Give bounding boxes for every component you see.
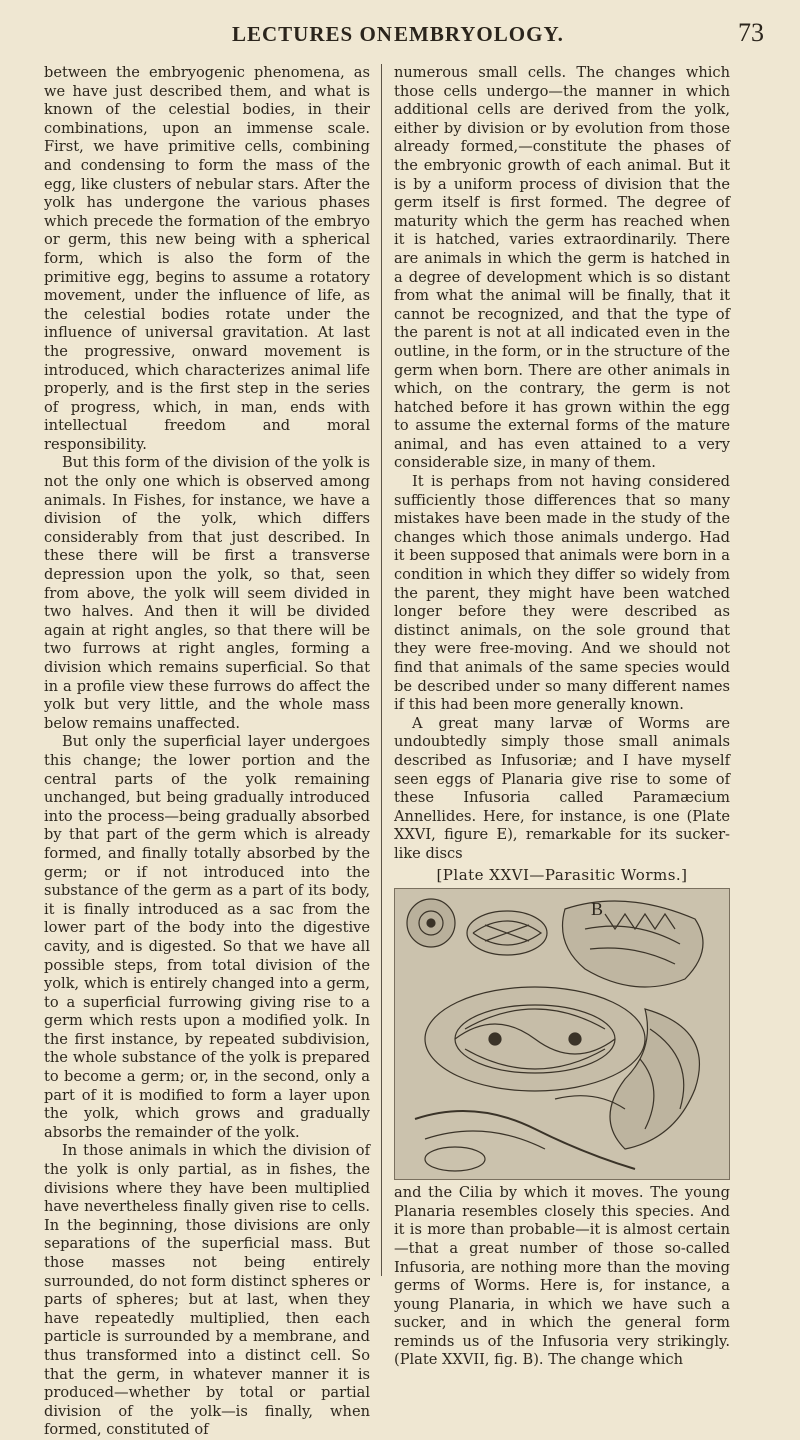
plate-caption: [Plate XXVI—Parasitic Worms.]	[436, 865, 688, 884]
page-number: 73	[738, 18, 764, 47]
paragraph: It is perhaps from not having considered sufficiently those differences that so many mistakes have been made in the study of the changes which those animals undergo. Had it been supposed that animals were born in a condition in which they differ so widely from the parent, they might have been watched longer before they were described as distinct animals, on the sole ground that they were free-moving. And we should not find that animals of the same species would be described under so many different names if this had been more generally known.	[394, 473, 730, 714]
running-title-left: LECTURES ON	[232, 22, 393, 46]
paragraph: But only the superficial layer undergoes this change; the lower portion and the central parts of the yolk remaining unchanged, but being gradually introduced into the process—being gradually absorbed by that part of the germ which is already formed, and finally totally absorbed by the germ; or if not introduced into the substance of the germ as a part of its body, it is finally introduced as a sac from the lower part of the body into the digestive cavity, and is digested. So that we have all possible steps, from total division of the yolk, which is entirely changed into a germ, to a superficial furrowing giving rise to a germ which rests upon a modified yolk. In the first instance, by repeated subdivision, the whole substance of the yolk is prepared to become a germ; or, in the second, only a part of it is modified to form a layer upon the yolk, which grows and gradually absorbs the remainder of the yolk.	[44, 733, 370, 1141]
parasitic-worms-engraving	[395, 889, 730, 1180]
paragraph: In those animals in which the division of the yolk is only partial, as in fishes, the divisions where they have been multiplied have nevertheless finally given rise to cells. In the beginning, those divisions are only separations of the superficial mass. But those masses not being entirely surrounded, do not form distinct spheres or parts of spheres; but at last, when they have repeatedly multiplied, then each particle is surrounded by a membrane, and thus transformed into a distinct cell. So that the germ, in whatever manner it is produced—whether by total or partial division of the yolk—is finally, when formed, constituted of	[44, 1142, 370, 1439]
running-header	[0, 18, 800, 52]
paragraph: A great many larvæ of Worms are undoubtedly simply those small animals described as Infusoriæ; and I have myself seen eggs of Planaria give rise to some of these Infusoria called Paramæcium Annellides. Here, for instance, is one (Plate XXVI, figure E), remarkable for its sucker-like discs	[394, 714, 730, 862]
left-column	[44, 64, 370, 1440]
running-title-right: EMBRYOLOGY.	[394, 22, 564, 46]
right-column	[394, 64, 730, 1370]
column-divider	[381, 64, 382, 1276]
paragraph: numerous small cells. The changes which those cells undergo—the manner in which additional cells are derived from the yolk, either by division or by evolution from those already formed,—constitute the phases of the embryonic growth of each animal. But it is by a uniform process of division that the germ itself is first formed. The degree of maturity which the germ has reached when it is hatched, varies extraordinarily. There are animals in which the germ is hatched in a degree of development which is so distant from what the animal will be finally, that it cannot be recognized, and that the type of the parent is not at all indicated even in the outline, in the form, or in the structure of the germ when born. There are other animals in which, on the contrary, the germ is not hatched before it has grown within the egg to assume the external forms of the mature animal, and has even attained to a very considerable size, in many of them.	[394, 64, 731, 472]
plate-illustration	[394, 888, 730, 1180]
paragraph: between the embryogenic phenomena, as we have just described them, and what is known of the celestial bodies, in their combinations, upon an immense scale. First, we have primitive cells, combining and condensing to form the mass of the egg, like clusters of nebular stars. After the yolk has undergone the various phases which precede the formation of the embryo or germ, this new being with a spherical form, which is also the form of the primitive egg, begins to assume a rotatory movement, under the influence of life, as the celestial bodies rotate under the influence of universal gravitation. At last the progressive, onward movement is introduced, which characterizes animal life properly, and is the first step in the series of progress, which, in man, ends with intellectual freedom and moral responsibility.	[44, 64, 370, 453]
paragraph: and the Cilia by which it moves. The young Planaria resembles closely this species. And it is more than probable—it is almost certain—that a great number of those so-called Infusoria, are nothing more than the moving germs of Worms. Here is, for instance, a young Planaria, in which we have such a sucker, and in which the general form reminds us of the Infusoria very strikingly. (Plate XXVII, fig. B). The change which	[394, 1184, 730, 1369]
paragraph: But this form of the division of the yolk is not the only one which is observed among animals. In Fishes, for instance, we have a division of the yolk, which differs considerably from that just described. In these there will be first a transverse depression upon the yolk, so that, seen from above, the yolk will seem divided in two halves. And then it will be divided again at right angles, so that there will be two furrows at right angles, forming a division which remains superficial. So that in a profile view these furrows do affect the yolk but very little, and the whole mass below remains unaffected.	[44, 454, 370, 732]
figure-label: B	[591, 899, 604, 920]
